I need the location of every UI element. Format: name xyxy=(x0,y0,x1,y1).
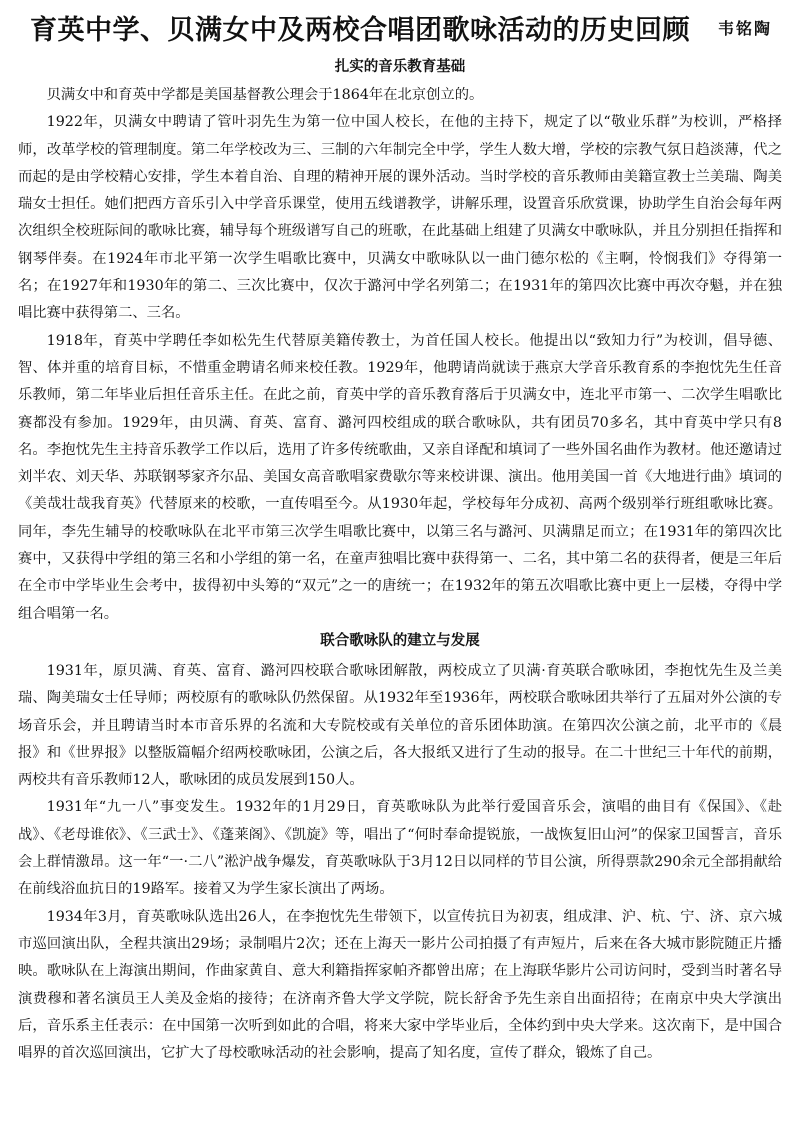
paragraph: 1934年3月，育英歌咏队选出26人，在李抱忱先生带领下，以宣传抗日为初衷，组成津、沪、杭、宁、济、京六城市巡回演出队，全程共演出29场；录制唱片2次；还在上海天一影片公司拍摄了有声短片，后来在各大城市影院随正片播映。歌咏队在上海演出期间，作曲家黄自、意大利籍指挥家帕齐都曾出席；在上海联华影片公司访问时，受到当时著名导演费穆和著名演员王人美及金焰的接待；在济南齐鲁大学文学院，院长舒舍予先生亲自出面招待；在南京中央大学演出后，音乐系主任表示：在中国第一次听到如此的合唱，将来大家中学毕业后，全体约到中央大学来。这次南下，是中国合唱界的首次巡回演出，它扩大了母校歌咏活动的社会影响，提高了知名度，宣传了群众，锻炼了自己。 xyxy=(18,908,782,1062)
paragraph: 1931年，原贝满、育英、富育、潞河四校联合歌咏团解散，两校成立了贝满·育英联合歌咏团，李抱忱先生及兰美瑞、陶美瑞女士任导师；两校原有的歌咏队仍然保留。从1932年至1936年，两校联合歌咏团共举行了五届对外公演的专场音乐会，并且聘请当时本市音乐界的名流和大专院校或有关单位的音乐团体助演。在第四次公演之前，北平市的《晨报》和《世界报》以整版篇幅介绍两校歌咏团，公演之后，各大报纸又进行了生动的报导。在二十世纪三十年代的前期，两校共有音乐教师12人，歌咏团的成员发展到150人。 xyxy=(18,662,782,789)
paragraph: 1931年“九一八”事变发生。1932年的1月29日，育英歌咏队为此举行爱国音乐会，演唱的曲目有《保国》、《赴战》、《老母谁依》、《三武士》、《蓬莱阁》、《凯旋》等，唱出了“何时奉命提锐旅，一战恢复旧山河”的保家卫国誓言，音乐会上群情激昂。这一年“一·二八”淞沪战争爆发，育英歌咏队于3月12日以同样的节目公演，所得票款290余元全部捐献给在前线浴血抗日的19路军。接着又为学生家长演出了两场。 xyxy=(18,799,782,898)
section-heading: 联合歌咏队的建立与发展 xyxy=(320,632,480,649)
paragraph: 1922年，贝满女中聘请了管叶羽先生为第一位中国人校长，在他的主持下，规定了以“敬业乐群”为校训，严格择师，改革学校的管理制度。第二年学校改为三、三制的六年制完全中学，学生人数大增，学校的宗教气氛日趋淡薄，代之而起的是由学校精心安排，学生本着自治、自理的精神开展的课外活动。当时学校的音乐教师由美籍宣教士兰美瑞、陶美瑞女士担任。她们把西方音乐引入中学音乐课堂，使用五线谱教学，讲解乐理，设置音乐欣赏课，协助学生自治会每年两次组织全校班际间的歌咏比赛，辅导每个班级谱写自己的班歌，在此基础上组建了贝满女中歌咏队，并且分别担任指挥和钢琴伴奏。在1924年市北平第一次学生唱歌比赛中，贝满女中歌咏队以一曲门德尔松的《主啊，怜悯我们》夺得第一名；在1927年和1930年的第二、三次比赛中，仅次于潞河中学名列第二；在1931年的第四次比赛中再次夺魁，并在独唱比赛中获得第二、三名。 xyxy=(18,114,782,322)
article-author: 韦铭陶 xyxy=(717,19,772,38)
paragraph: 贝满女中和育英中学都是美国基督教公理会于1864年在北京创立的。 xyxy=(46,87,484,103)
paragraph: 1918年，育英中学聘任李如松先生代替原美籍传教士，为首任国人校长。他提出以“致知力行”为校训，倡导德、智、体并重的培育目标，不惜重金聘请名师来校任教。1929年，他聘请尚就读于燕京大学音乐教育系的李抱忱先生任音乐教师，第二年毕业后担任音乐主任。在此之前，育英中学的音乐教育落后于贝满女中，连北平市第一、二次学生唱歌比赛都没有参加。1929年，由贝满、育英、富育、潞河四校组成的联合歌咏队，共有团员70多名，其中育英中学只有8名。李抱忱先生主持音乐教学工作以后，选用了许多传统歌曲，又亲自译配和填词了一些外国名曲作为教材。他还邀请过刘半农、刘天华、苏联钢琴家齐尔品、美国女高音歌唱家费歇尔等来校讲课、演出。他用美国一首《大地进行曲》填词的《美哉壮哉我育英》代替原来的校歌，一直传唱至今。从1930年起，学校每年分成初、高两个级别举行班组歌咏比赛。同年，李先生辅导的校歌咏队在北平市第三次学生唱歌比赛中，以第三名与潞河、贝满鼎足而立；在1931年的第四次比赛中，又获得中学组的第三名和小学组的第一名，在童声独唱比赛中获得第一、二名，其中第二名的获得者，便是三年后在全市中学毕业生会考中，拔得初中头筹的“双元”之一的唐统一；在1932年的第五次唱歌比赛中更上一层楼，夺得中学组合唱第一名。 xyxy=(18,332,782,622)
article-title: 育英中学、贝满女中及两校合唱团歌咏活动的历史回顾 xyxy=(30,15,690,46)
section-joint-choir-development xyxy=(18,630,782,1067)
section-heading: 扎实的音乐教育基础 xyxy=(334,59,466,75)
title-row xyxy=(18,4,782,48)
section-music-education-foundation xyxy=(18,56,782,628)
